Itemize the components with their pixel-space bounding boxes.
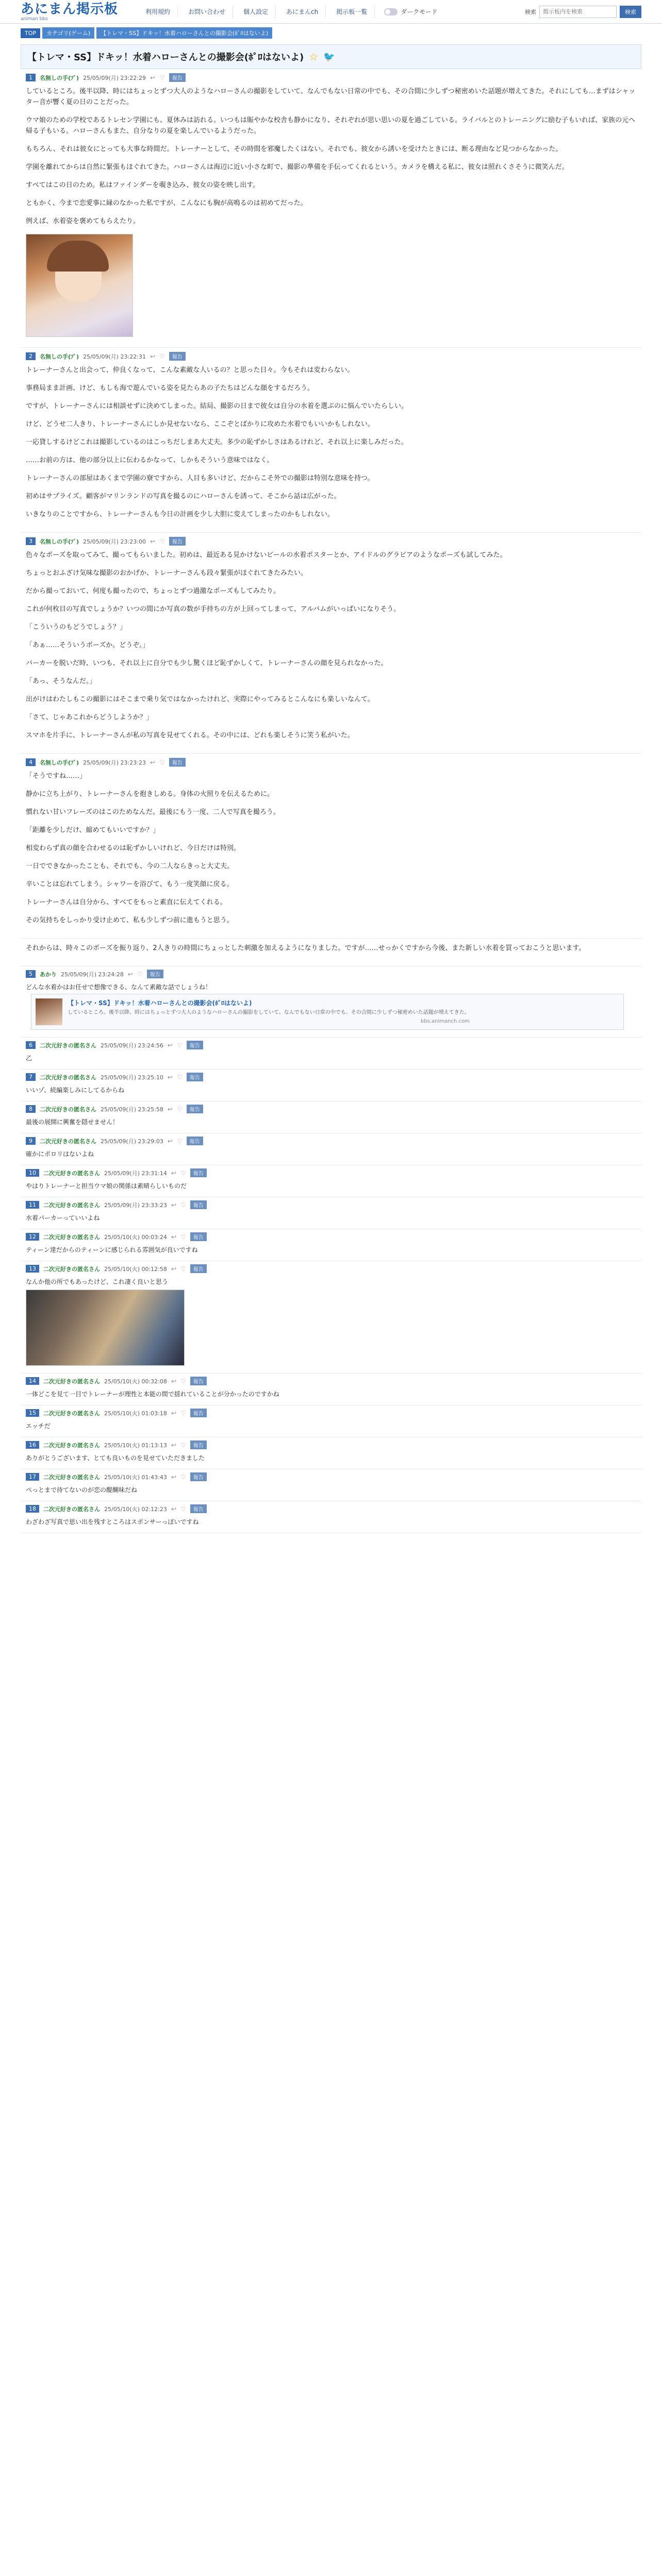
star-icon[interactable]: ☆ xyxy=(309,50,319,63)
post-paragraph: ……お前の方は、他の部分以上に伝わるかなって、しかもそういう意味ではなく。 xyxy=(26,456,274,464)
post-paragraph: パーカーを脱いだ時、いつも、それ以上に自分でも少し驚くほど恥ずかしくて、トレーナーさんの顔を見られなかった。 xyxy=(26,659,388,667)
site-logo[interactable] xyxy=(21,2,124,22)
post-author: 二次元好きの匿名さん xyxy=(40,1074,96,1081)
post-paragraph: 「こういうのもどうでしょう？」 xyxy=(26,623,127,631)
post-text: やはりトレーナーと担当ウマ娘の関係は素晴らしいものだ xyxy=(26,1182,187,1190)
post-body xyxy=(26,86,636,337)
post-header xyxy=(26,1264,636,1273)
report-button[interactable]: 報告 xyxy=(190,1472,207,1481)
post-paragraph: すべてはこの日のため。私はファインダーを覗き込み、彼女の姿を映し出す。 xyxy=(26,181,260,189)
post xyxy=(21,1229,641,1261)
post-paragraph: だから撮っておいて、何度も撮ったので、ちょっとずつ過激なポーズもしてみたり。 xyxy=(26,587,280,595)
post-date: 25/05/09(月) 23:23:23 xyxy=(83,759,146,766)
post-paragraph: トレーナーさんと出会って、仲良くなって、こんな素敵な人いるの？と思った日々。今もそれは変わらない。 xyxy=(26,366,354,374)
heart-icon[interactable]: ♡ xyxy=(137,970,143,978)
link-card[interactable] xyxy=(31,994,624,1030)
post-header xyxy=(26,758,636,767)
toggle-switch[interactable] xyxy=(384,8,398,15)
nav-contact[interactable]: お問い合わせ xyxy=(181,5,233,18)
heart-icon[interactable]: ♡ xyxy=(180,1441,186,1449)
post-body xyxy=(26,1245,636,1255)
post-text: 水着パーカーっていいよね xyxy=(26,1214,100,1222)
post-date: 25/05/10(火) 00:03:24 xyxy=(104,1233,167,1241)
post xyxy=(21,1261,641,1374)
heart-icon[interactable]: ♡ xyxy=(180,1233,186,1241)
thread-container xyxy=(21,44,641,1533)
post-body xyxy=(26,1517,636,1527)
post-paragraph: けど、どうせ二人きり、トレーナーさんにしか見せないなら、ここぞとばかりに攻めた水着でもいいかもしれない。 xyxy=(26,420,375,428)
post-date: 25/05/10(火) 00:32:08 xyxy=(104,1378,167,1385)
post-text: エッチだ xyxy=(26,1422,51,1430)
post-number[interactable]: 14 xyxy=(26,1377,39,1385)
post-text: 乙 xyxy=(26,1055,32,1062)
link-card-info xyxy=(68,998,470,1025)
post-paragraph: ですが、トレーナーさんには相談せずに決めてしまった。結局、撮影の日まで彼女は自分の水着を選ぶのに悩んでいたらしい。 xyxy=(26,402,408,410)
heart-icon[interactable]: ♡ xyxy=(176,1073,183,1081)
report-button[interactable]: 報告 xyxy=(190,1377,207,1385)
post xyxy=(21,754,641,939)
heart-icon[interactable]: ♡ xyxy=(176,1041,183,1049)
post-date: 25/05/09(月) 23:22:31 xyxy=(83,353,146,360)
heart-icon[interactable]: ♡ xyxy=(180,1473,186,1481)
reply-icon[interactable]: ↩ xyxy=(171,1265,176,1273)
report-button[interactable]: 報告 xyxy=(187,1105,203,1113)
heart-icon[interactable]: ♡ xyxy=(159,537,165,545)
reply-icon[interactable]: ↩ xyxy=(171,1201,176,1209)
post-paragraph: トレーナーさんの部屋はあくまで学園の寮ですから、人目も多いけど、だからこそ外での撮影は特別な意味を持つ。 xyxy=(26,474,374,482)
reply-icon[interactable]: ↩ xyxy=(150,352,156,360)
search-button[interactable]: 検索 xyxy=(620,6,641,18)
post-author: あかり xyxy=(40,971,57,978)
search-label: 検索 xyxy=(525,8,536,15)
logo-text: あにまん掲示板 xyxy=(21,1,119,17)
long-posts xyxy=(21,69,641,939)
post-body xyxy=(26,1421,636,1431)
post-text: いいゾ、続編楽しみにしてるからね xyxy=(26,1087,125,1094)
reply-icon[interactable]: ↩ xyxy=(167,1137,173,1145)
top-bar xyxy=(0,0,662,24)
reply-icon[interactable]: ↩ xyxy=(150,537,156,545)
post xyxy=(21,1374,641,1405)
post xyxy=(21,1437,641,1469)
post-header xyxy=(26,1377,636,1385)
report-button[interactable]: 報告 xyxy=(187,1137,203,1145)
report-button[interactable]: 報告 xyxy=(190,1409,207,1417)
reply-icon[interactable]: ↩ xyxy=(171,1505,176,1513)
post-number[interactable]: 4 xyxy=(26,758,36,766)
post-body xyxy=(26,1054,636,1063)
post-number[interactable]: 8 xyxy=(26,1105,36,1113)
post-date: 25/05/09(月) 23:24:28 xyxy=(61,971,124,978)
post-paragraph: 「あぁ……そういうポーズか。どうぞ。」 xyxy=(26,641,150,649)
post-author: 二次元好きの匿名さん xyxy=(43,1170,100,1177)
reply-icon[interactable]: ↩ xyxy=(167,1105,173,1113)
reply-icon[interactable]: ↩ xyxy=(171,1441,176,1449)
report-button[interactable]: 報告 xyxy=(169,537,186,546)
post-body xyxy=(26,1149,636,1159)
thread-header xyxy=(21,44,641,69)
post xyxy=(21,967,641,1038)
post-number[interactable]: 16 xyxy=(26,1441,39,1449)
post-author: 二次元好きの匿名さん xyxy=(43,1410,100,1417)
post-paragraph: 初めはサプライズ。顧客がマリンランドの写真を撮るのにハローさんを誘って、そこから話は広がった。 xyxy=(26,493,341,500)
post-number[interactable]: 2 xyxy=(26,352,36,360)
post xyxy=(21,1070,641,1101)
post xyxy=(21,1469,641,1501)
post-body xyxy=(26,1181,636,1191)
nav-animanch[interactable]: あにまんch xyxy=(279,5,326,18)
heart-icon[interactable]: ♡ xyxy=(180,1201,186,1209)
post-number[interactable]: 15 xyxy=(26,1409,39,1417)
reply-icon[interactable]: ↩ xyxy=(171,1377,176,1385)
post-text: ティーン達だからのティーンに感じられる雰囲気が良いですね xyxy=(26,1246,198,1253)
breadcrumb-thread[interactable]: 【トレマ・SS】ドキッ！水着ハローさんとの撮影会(ﾎﾟﾛはないよ) xyxy=(96,27,272,39)
post-number[interactable]: 10 xyxy=(26,1169,39,1177)
post-date: 25/05/10(火) 01:13:13 xyxy=(104,1442,167,1449)
post-paragraph: ともかく、今まで恋愛事に縁のなかった私ですが、こんなにも胸が高鳴るのは初めてだった。 xyxy=(26,199,307,207)
reply-icon[interactable]: ↩ xyxy=(150,74,156,81)
post-paragraph: 「距離を少しだけ、縮めてもいいですか？」 xyxy=(26,826,160,834)
post xyxy=(21,1197,641,1229)
post-header xyxy=(26,1105,636,1113)
post-author: 二次元好きの匿名さん xyxy=(43,1505,100,1513)
nav-board-list[interactable]: 掲示板一覧 xyxy=(329,5,375,18)
post-number[interactable]: 7 xyxy=(26,1073,36,1081)
post-number[interactable]: 11 xyxy=(26,1201,39,1209)
heart-icon[interactable]: ♡ xyxy=(159,758,165,766)
post-date: 25/05/09(月) 23:23:00 xyxy=(83,538,146,545)
post-author: 二次元好きの匿名さん xyxy=(43,1201,100,1209)
post-number[interactable]: 5 xyxy=(26,970,36,978)
post-number[interactable]: 17 xyxy=(26,1473,39,1481)
post xyxy=(21,1101,641,1133)
nav-terms[interactable]: 利用規約 xyxy=(138,5,178,18)
post-number[interactable]: 3 xyxy=(26,537,36,545)
post xyxy=(21,69,641,348)
post xyxy=(21,1165,641,1197)
post-text: ありがとうございます、とても良いものを見せていただきました xyxy=(26,1454,205,1462)
nav-links xyxy=(138,5,375,18)
post-paragraph: 一日でできなかったことも、それでも、今の二人ならきっと大丈夫。 xyxy=(26,862,234,870)
heart-icon[interactable]: ♡ xyxy=(159,352,165,360)
post-paragraph: しているところ。後半以降、時にはちょっとずつ大人のようなハローさんの撮影をしていて、なんでもない日常の中でも、その合間に少しずつ秘密めいた話題が増えてきた。それにしても…まずはシャッター音が響く夏の日のことだった。 xyxy=(26,88,636,106)
post-header xyxy=(26,1137,636,1145)
post-text: ぺっとまで待てないのが恋の醍醐味だね xyxy=(26,1486,138,1494)
post-body xyxy=(26,982,636,1030)
link-card-domain: bbs.animanch.com xyxy=(420,1019,470,1024)
heart-icon[interactable]: ♡ xyxy=(176,1137,183,1145)
post-paragraph: 学園を離れてからは自然に緊張もほぐれてきた。ハローさんは海辺に近い小さな町で、撮影の準備を手伝ってくれるという。カメラを構える私に、彼女は照れくさそうに微笑んだ。 xyxy=(26,163,569,171)
heart-icon[interactable]: ♡ xyxy=(180,1409,186,1417)
post-text: 最後の展開に興奮を隠せません！ xyxy=(26,1118,119,1126)
post-header xyxy=(26,1472,636,1481)
post-paragraph: 「あっ、そうなんだ。」 xyxy=(26,677,96,685)
post-author: 名無しの手(ﾌﾞ) xyxy=(40,759,79,766)
post-header xyxy=(26,1041,636,1049)
post-header xyxy=(26,1440,636,1449)
post-number[interactable]: 6 xyxy=(26,1041,36,1049)
dark-mode-label: ダークモード xyxy=(401,8,438,15)
breadcrumb-category[interactable]: カテゴリ(ゲーム) xyxy=(42,27,94,39)
post-paragraph: 相変わらず真の顔を合わせるのは恥ずかしいけれど、今日だけは特別。 xyxy=(26,844,241,852)
post-paragraph: スマホを片手に、トレーナーさんが私の写真を見せてくれる。その中には、どれも楽しそうに笑う私がいた。 xyxy=(26,732,354,739)
search-area xyxy=(525,6,641,18)
post-body xyxy=(26,1485,636,1495)
share-bird-icon[interactable]: 🐦 xyxy=(323,51,335,62)
post-paragraph: その気持ちをしっかり受け止めて、私も少しずつ前に進もうと思う。 xyxy=(26,917,234,924)
reply-icon[interactable]: ↩ xyxy=(167,1073,173,1081)
post-paragraph: 静かに立ち上がり、トレーナーさんを抱きしめる。身体の火照りを伝えるために。 xyxy=(26,790,274,798)
nav-settings[interactable]: 個人設定 xyxy=(236,5,276,18)
post-body xyxy=(26,771,636,926)
post-text: なんか他の所でもあったけど、これ凄く良いと思う xyxy=(26,1278,168,1285)
post-date: 25/05/09(月) 23:25:10 xyxy=(101,1074,163,1081)
reply-icon[interactable]: ↩ xyxy=(171,1409,176,1417)
post-paragraph: これが何枚目の写真でしょうか？いつの間にか写真の数が手持ちの方が上回ってしまって、アルバムがいっぱいになりそう。 xyxy=(26,605,401,613)
heart-icon[interactable]: ♡ xyxy=(180,1169,186,1177)
post-date: 25/05/09(月) 23:24:56 xyxy=(101,1042,163,1049)
post-header xyxy=(26,1232,636,1241)
heart-icon[interactable]: ♡ xyxy=(176,1105,183,1113)
ending-paragraph: それからは、時々このポーズを振り返り、2人きりの時間にちょっとした刺激を加えるようになりました。ですが……せっかくですから今後、また新しい水着を買っておこうと思います。 xyxy=(26,944,586,952)
post-author: 名無しの手(ﾌﾞ) xyxy=(40,538,79,545)
post-date: 25/05/10(火) 01:43:43 xyxy=(104,1473,167,1481)
report-button[interactable]: 報告 xyxy=(147,970,163,978)
search-input[interactable] xyxy=(539,6,617,18)
post-author: 二次元好きの匿名さん xyxy=(43,1442,100,1449)
post-date: 25/05/10(火) 00:12:58 xyxy=(104,1265,167,1273)
heart-icon[interactable]: ♡ xyxy=(159,74,165,81)
post-date: 25/05/10(火) 02:12:23 xyxy=(104,1505,167,1513)
post xyxy=(21,533,641,754)
post xyxy=(21,1501,641,1533)
post-paragraph: 色々なポーズを取ってみて、撮ってもらいました。初めは、最近ある見かけないビールの水着ポスターとか、アイドルのグラビアのようなポーズも試してみた。 xyxy=(26,551,507,559)
post-header xyxy=(26,352,636,361)
post-paragraph: 出がけはわたしもこの撮影にはそこまで乗り気ではなかったけれど、実際にやってみるとこんなにも楽しいなんて。 xyxy=(26,696,374,703)
post-author: 名無しの手(ﾌﾞ) xyxy=(40,74,79,81)
post-header xyxy=(26,1200,636,1209)
post xyxy=(21,1038,641,1070)
report-button[interactable]: 報告 xyxy=(190,1264,207,1273)
report-button[interactable]: 報告 xyxy=(190,1232,207,1241)
post-header xyxy=(26,537,636,546)
report-button[interactable]: 報告 xyxy=(190,1504,207,1513)
report-button[interactable]: 報告 xyxy=(187,1073,203,1081)
post-date: 25/05/09(月) 23:33:23 xyxy=(104,1201,167,1209)
reply-icon[interactable]: ↩ xyxy=(127,970,133,978)
post-header xyxy=(26,970,636,978)
report-button[interactable]: 報告 xyxy=(190,1200,207,1209)
link-card-title[interactable]: 【トレマ・SS】ドキッ！水着ハローさんとの撮影会(ﾎﾟﾛはないよ) xyxy=(68,999,252,1007)
post-paragraph: トレーナーさんは自分から、すべてをもっと素直に伝えてくれる。 xyxy=(26,899,227,906)
post-paragraph: 例えば、水着姿を褒めてもらえたり。 xyxy=(26,217,140,225)
post-paragraph: 一応貸しするけどこれは撮影しているのはこっちだしまあ大丈夫。多少の恥ずかしさはあるけれど、それ以上に楽しみだった。 xyxy=(26,438,408,446)
report-button[interactable]: 報告 xyxy=(187,1041,203,1049)
post-text: 一体どこを見て一目でトレーナーが理性と本能の間で揺れていることが分かったのですかね xyxy=(26,1391,279,1398)
post xyxy=(21,1133,641,1165)
post-body xyxy=(26,1453,636,1463)
post xyxy=(21,1405,641,1437)
link-card-thumbnail xyxy=(36,998,62,1025)
breadcrumb-top[interactable]: TOP xyxy=(21,28,40,38)
post-date: 25/05/09(月) 23:22:29 xyxy=(83,74,146,81)
post-author: 二次元好きの匿名さん xyxy=(43,1233,100,1241)
post-number[interactable]: 1 xyxy=(26,74,36,81)
post-paragraph: もちろん、それは彼女にとっても大事な時間だ。トレーナーとして、その時間を邪魔したくはない。それでも、彼女から誘いを受けたときには、断る理由など見つからなかった。 xyxy=(26,145,562,153)
short-posts xyxy=(21,967,641,1533)
post-date: 25/05/09(月) 23:29:03 xyxy=(101,1138,163,1145)
post-author: 二次元好きの匿名さん xyxy=(43,1378,100,1385)
post-date: 25/05/09(月) 23:25:58 xyxy=(101,1106,163,1113)
post-author: 二次元好きの匿名さん xyxy=(40,1106,96,1113)
logo-sub: animan bbs xyxy=(21,16,48,22)
heart-icon[interactable]: ♡ xyxy=(180,1265,186,1273)
post-date: 25/05/10(火) 01:03:18 xyxy=(104,1410,167,1417)
post-number[interactable]: 13 xyxy=(26,1265,39,1273)
heart-icon[interactable]: ♡ xyxy=(180,1505,186,1513)
post-body xyxy=(26,1213,636,1223)
post-paragraph: 「さて、じゃあこれからどうしようか？」 xyxy=(26,714,153,721)
report-button[interactable]: 報告 xyxy=(169,352,186,361)
post-text: わざわざ写真で思い出を残すところはスポンサーっぽいですね xyxy=(26,1518,199,1526)
post-author: 名無しの手(ﾌﾞ) xyxy=(40,353,79,360)
reply-icon[interactable]: ↩ xyxy=(150,758,156,766)
post-paragraph: 慣れない甘いフレーズのはこのためなんだ。最後にもう一度、二人で写真を撮ろう。 xyxy=(26,808,280,816)
post-text: どんな水着かはお任せで想像できる、なんて素敵な話でしょうね！ xyxy=(26,984,212,991)
post-paragraph: ウマ娘のための学校であるトレセン学園にも、夏休みは訪れる。いつもは賑やかな校舎も静かになり、それぞれが思い思いの夏を過ごしている。ライバルとのトレーニングに励む子もいれば、家族の元へ帰る子もいる。ハローさんもまた、自分なりの夏を楽しんでいるようだった。 xyxy=(26,116,636,135)
post-author: 二次元好きの匿名さん xyxy=(43,1473,100,1481)
report-button[interactable]: 報告 xyxy=(190,1440,207,1449)
post-header xyxy=(26,1409,636,1417)
post-author: 二次元好きの匿名さん xyxy=(40,1138,96,1145)
thread-title: 【トレマ・SS】ドキッ！水着ハローさんとの撮影会(ﾎﾟﾛはないよ) xyxy=(27,52,304,63)
reply-icon[interactable]: ↩ xyxy=(167,1041,173,1049)
reply-icon[interactable]: ↩ xyxy=(171,1473,176,1481)
report-button[interactable]: 報告 xyxy=(190,1168,207,1177)
report-button[interactable]: 報告 xyxy=(169,758,186,767)
report-button[interactable]: 報告 xyxy=(169,73,186,82)
post-author: 二次元好きの匿名さん xyxy=(43,1265,100,1273)
post-header xyxy=(26,73,636,82)
post-body xyxy=(26,550,636,741)
post-body xyxy=(26,1117,636,1127)
ending-text xyxy=(21,939,641,967)
post-number[interactable]: 9 xyxy=(26,1137,36,1145)
post-body xyxy=(26,1086,636,1095)
link-card-desc: しているところ。後半以降、時にはちょっとずつ大人のようなハローさんの撮影をしていて、なんでもない日常の中でも、その合間に少しずつ秘密めいた話題が増えてきた。 xyxy=(68,1010,470,1015)
post-body xyxy=(26,1389,636,1399)
post-author: 二次元好きの匿名さん xyxy=(40,1042,96,1049)
post-header xyxy=(26,1168,636,1177)
post-number[interactable]: 12 xyxy=(26,1233,39,1241)
post-date: 25/05/09(月) 23:31:14 xyxy=(104,1170,167,1177)
post xyxy=(21,348,641,533)
post-number[interactable]: 18 xyxy=(26,1505,39,1513)
post-header xyxy=(26,1073,636,1081)
post-image[interactable] xyxy=(26,234,133,337)
post-paragraph: いきなりのことですから、トレーナーさんも今日の計画を少し大胆に変えてしまったのかもしれない。 xyxy=(26,511,335,518)
heart-icon[interactable]: ♡ xyxy=(180,1377,186,1385)
post-paragraph: ちょっとおふざけ気味な撮影のおかげか、トレーナーさんも段々緊張がほぐれてきたみたい。 xyxy=(26,569,308,577)
post-body xyxy=(26,1277,636,1366)
post-header xyxy=(26,1504,636,1513)
dark-mode-toggle[interactable] xyxy=(384,7,438,16)
post-image[interactable] xyxy=(26,1290,185,1366)
post-paragraph: 辛いことは忘れてしまう。シャワーを浴びて、もう一度笑顔に戻る。 xyxy=(26,880,234,888)
post-text: 確かにポロリはないよね xyxy=(26,1150,94,1158)
post-paragraph: 事務局まま計画、けど、もしも海で遊んでいる姿を見たらあの子たちはどんな顔をするだろう。 xyxy=(26,384,315,392)
post-body xyxy=(26,365,636,520)
post-paragraph: 「そうですね……」 xyxy=(26,772,87,780)
reply-icon[interactable]: ↩ xyxy=(171,1169,176,1177)
breadcrumb xyxy=(0,27,662,39)
reply-icon[interactable]: ↩ xyxy=(171,1233,176,1241)
